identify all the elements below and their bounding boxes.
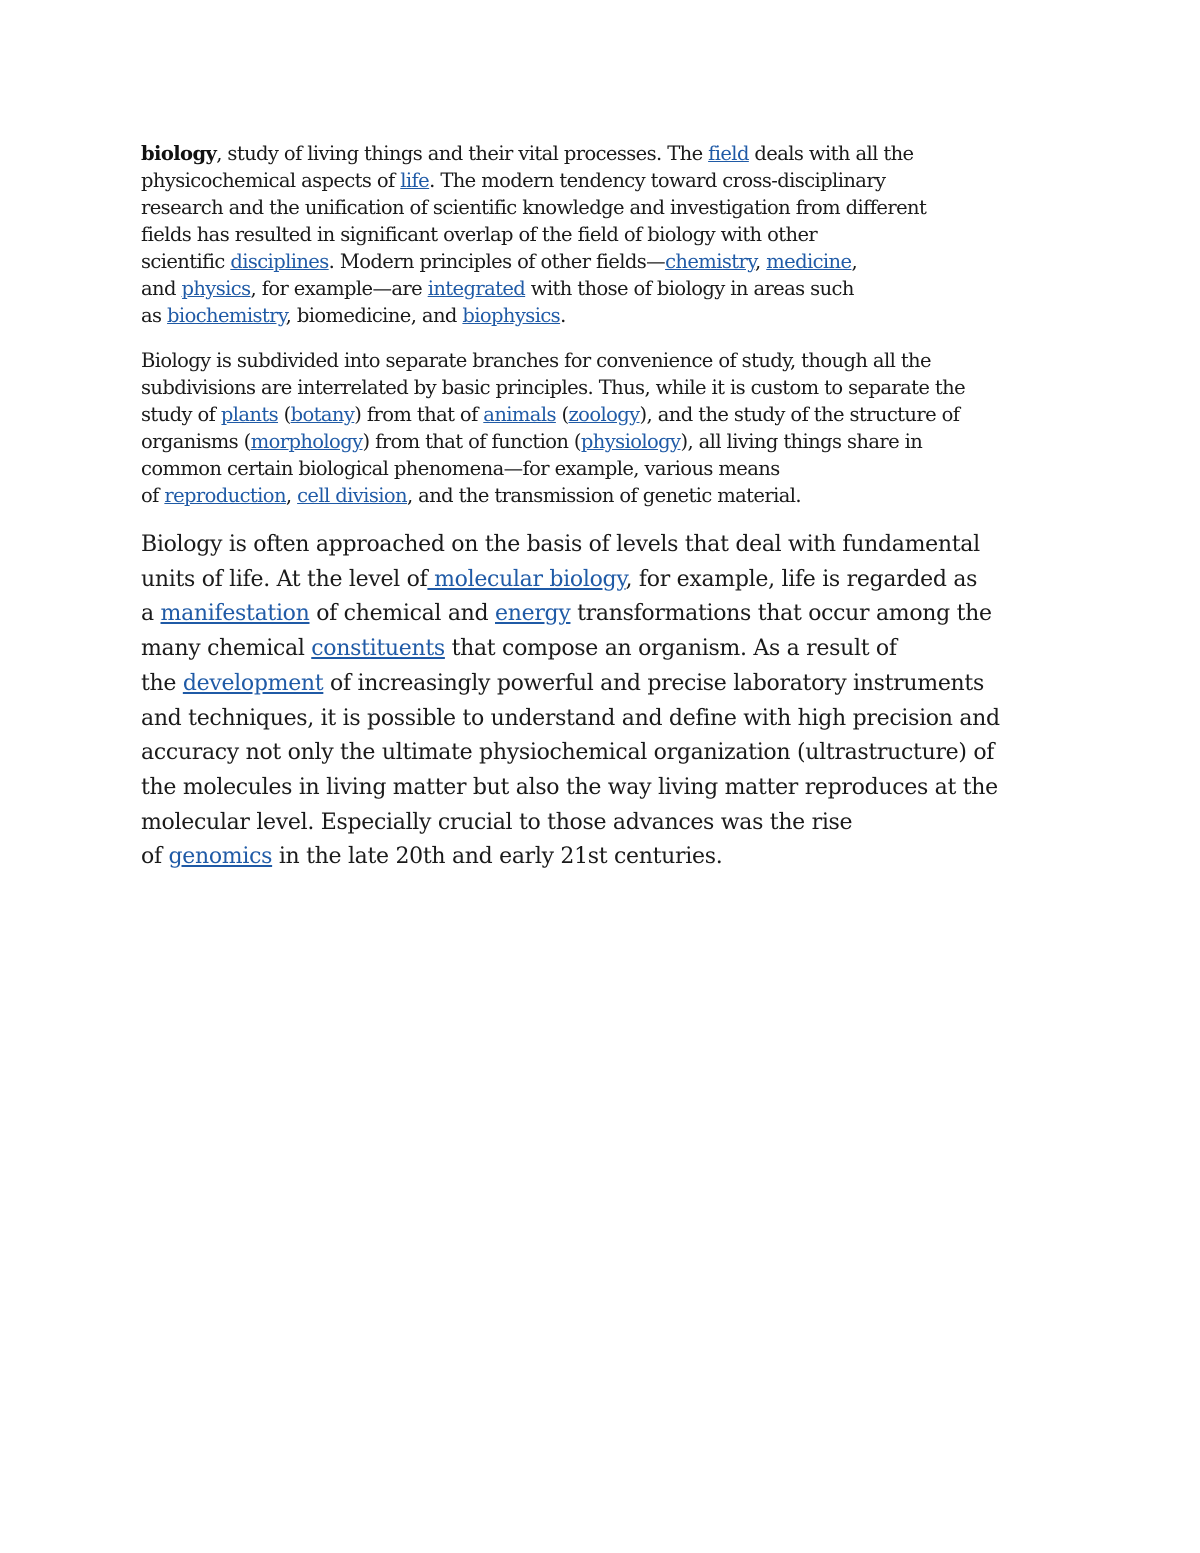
text-run: with those of biology in areas such [525, 277, 854, 300]
text-line [141, 167, 1066, 194]
text-run: , for example—are [250, 277, 428, 300]
text-line [141, 302, 1066, 329]
term-biology: biology [141, 142, 217, 165]
text-run: Biology is often approached on the basis of levels that deal with fundamental [141, 532, 980, 557]
text-line [141, 771, 1066, 806]
text-line [141, 347, 1066, 374]
text-line [141, 194, 1066, 221]
text-line [141, 702, 1066, 737]
text-line [141, 840, 1066, 875]
link-reproduction[interactable]: reproduction [164, 484, 286, 507]
paragraph-branches [141, 347, 1066, 509]
text-run: research and the unification of scientific knowledge and investigation from different [141, 196, 927, 219]
text-run: and [141, 277, 182, 300]
text-line [141, 140, 1066, 167]
text-run: common certain biological phenomena—for example, various means [141, 457, 780, 480]
text-line [141, 221, 1066, 248]
text-run: as [141, 304, 168, 327]
text-line [141, 374, 1066, 401]
text-run: that compose an organism. As a result of [444, 636, 897, 662]
text-run: , [285, 484, 298, 507]
text-run: a [141, 601, 161, 627]
link-integrated[interactable]: integrated [427, 277, 526, 300]
text-run: , study of living things and their vital processes. The [216, 142, 709, 165]
text-run: subdivisions are interrelated by basic principles. Thus, while it is custom to separate the [141, 376, 966, 399]
text-run: of chemical and [309, 601, 496, 627]
text-line [141, 528, 1066, 563]
text-run: the [141, 670, 183, 696]
text-run: of increasingly powerful and precise laboratory instruments [323, 670, 984, 696]
link-chemistry[interactable]: chemistry [665, 250, 756, 273]
link-cell-division[interactable]: cell division [297, 484, 407, 507]
text-line [141, 482, 1066, 509]
text-run: accuracy not only the ultimate physiochemical organization (ultrastructure) of [141, 740, 995, 766]
link-field[interactable]: field [708, 142, 749, 165]
text-run: in the late 20th and early 21st centuries. [272, 844, 723, 870]
text-run: . Modern principles of other fields— [328, 250, 666, 273]
text-run: study of [141, 403, 221, 426]
link-botany[interactable]: botany [290, 403, 355, 426]
text-run: , [851, 250, 858, 273]
link-energy[interactable]: energy [495, 601, 571, 627]
text-line [141, 455, 1066, 482]
text-run: and techniques, it is possible to understand and define with high precision and [141, 705, 1000, 731]
text-run: organisms ( [141, 430, 251, 453]
text-run: transformations that occur among the [570, 601, 992, 627]
text-run: Biology is subdivided into separate branches for convenience of study, though all the [141, 349, 931, 372]
text-line [141, 667, 1066, 702]
text-run: , biomedicine, and [285, 304, 463, 327]
text-run: ( [555, 403, 569, 426]
link-development[interactable]: development [182, 670, 324, 696]
text-run: ( [278, 403, 291, 426]
link-constituents[interactable]: constituents [311, 636, 445, 662]
text-run: . [560, 304, 566, 327]
text-line [141, 275, 1066, 302]
text-run: of [141, 844, 169, 870]
paragraph-biology-definition [141, 140, 1066, 329]
text-run: . The modern tendency toward cross-disciplinary [429, 169, 886, 192]
text-run: molecular level. Especially crucial to those advances was the rise [141, 809, 853, 835]
text-run: , and the transmission of genetic material. [406, 484, 801, 507]
link-disciplines[interactable]: disciplines [230, 250, 329, 273]
link-physiology[interactable]: physiology [580, 430, 681, 453]
paragraph-levels [141, 528, 1066, 875]
text-run: fields has resulted in significant overlap of the field of biology with other [141, 223, 818, 246]
text-line [141, 401, 1066, 428]
text-line [141, 806, 1066, 841]
text-line [141, 632, 1066, 667]
link-zoology[interactable]: zoology [568, 403, 640, 426]
text-run: , [755, 250, 767, 273]
text-run: deals with all the [748, 142, 914, 165]
text-line [141, 248, 1066, 275]
text-run: ), and the study of the structure of [639, 403, 960, 426]
text-line [141, 736, 1066, 771]
link-medicine[interactable]: medicine [766, 250, 852, 273]
link-physics[interactable]: physics [181, 277, 251, 300]
text-run: , for example, life is regarded as [625, 566, 978, 592]
text-run: many chemical [141, 636, 312, 662]
text-run: scientific [141, 250, 231, 273]
link-morphology[interactable]: morphology [250, 430, 363, 453]
text-line [141, 597, 1066, 632]
link-biochemistry[interactable]: biochemistry [167, 304, 286, 327]
link-plants[interactable]: plants [220, 403, 279, 426]
text-run: units of life. At the level of [141, 566, 428, 592]
link-manifestation[interactable]: manifestation [160, 601, 310, 627]
text-line [141, 428, 1066, 455]
text-run: ) from that of [354, 403, 484, 426]
text-run: the molecules in living matter but also the way living matter reproduces at the [141, 774, 998, 800]
text-run: ), all living things share in [680, 430, 923, 453]
text-run: of [141, 484, 165, 507]
link-molecular-biology[interactable]: molecular biology [427, 566, 626, 592]
link-biophysics[interactable]: biophysics [462, 304, 561, 327]
text-run: physicochemical aspects of [141, 169, 401, 192]
text-line [141, 563, 1066, 598]
link-genomics[interactable]: genomics [168, 844, 273, 870]
text-run: ) from that of function ( [362, 430, 581, 453]
link-life[interactable]: life [400, 169, 430, 192]
link-animals[interactable]: animals [483, 403, 556, 426]
